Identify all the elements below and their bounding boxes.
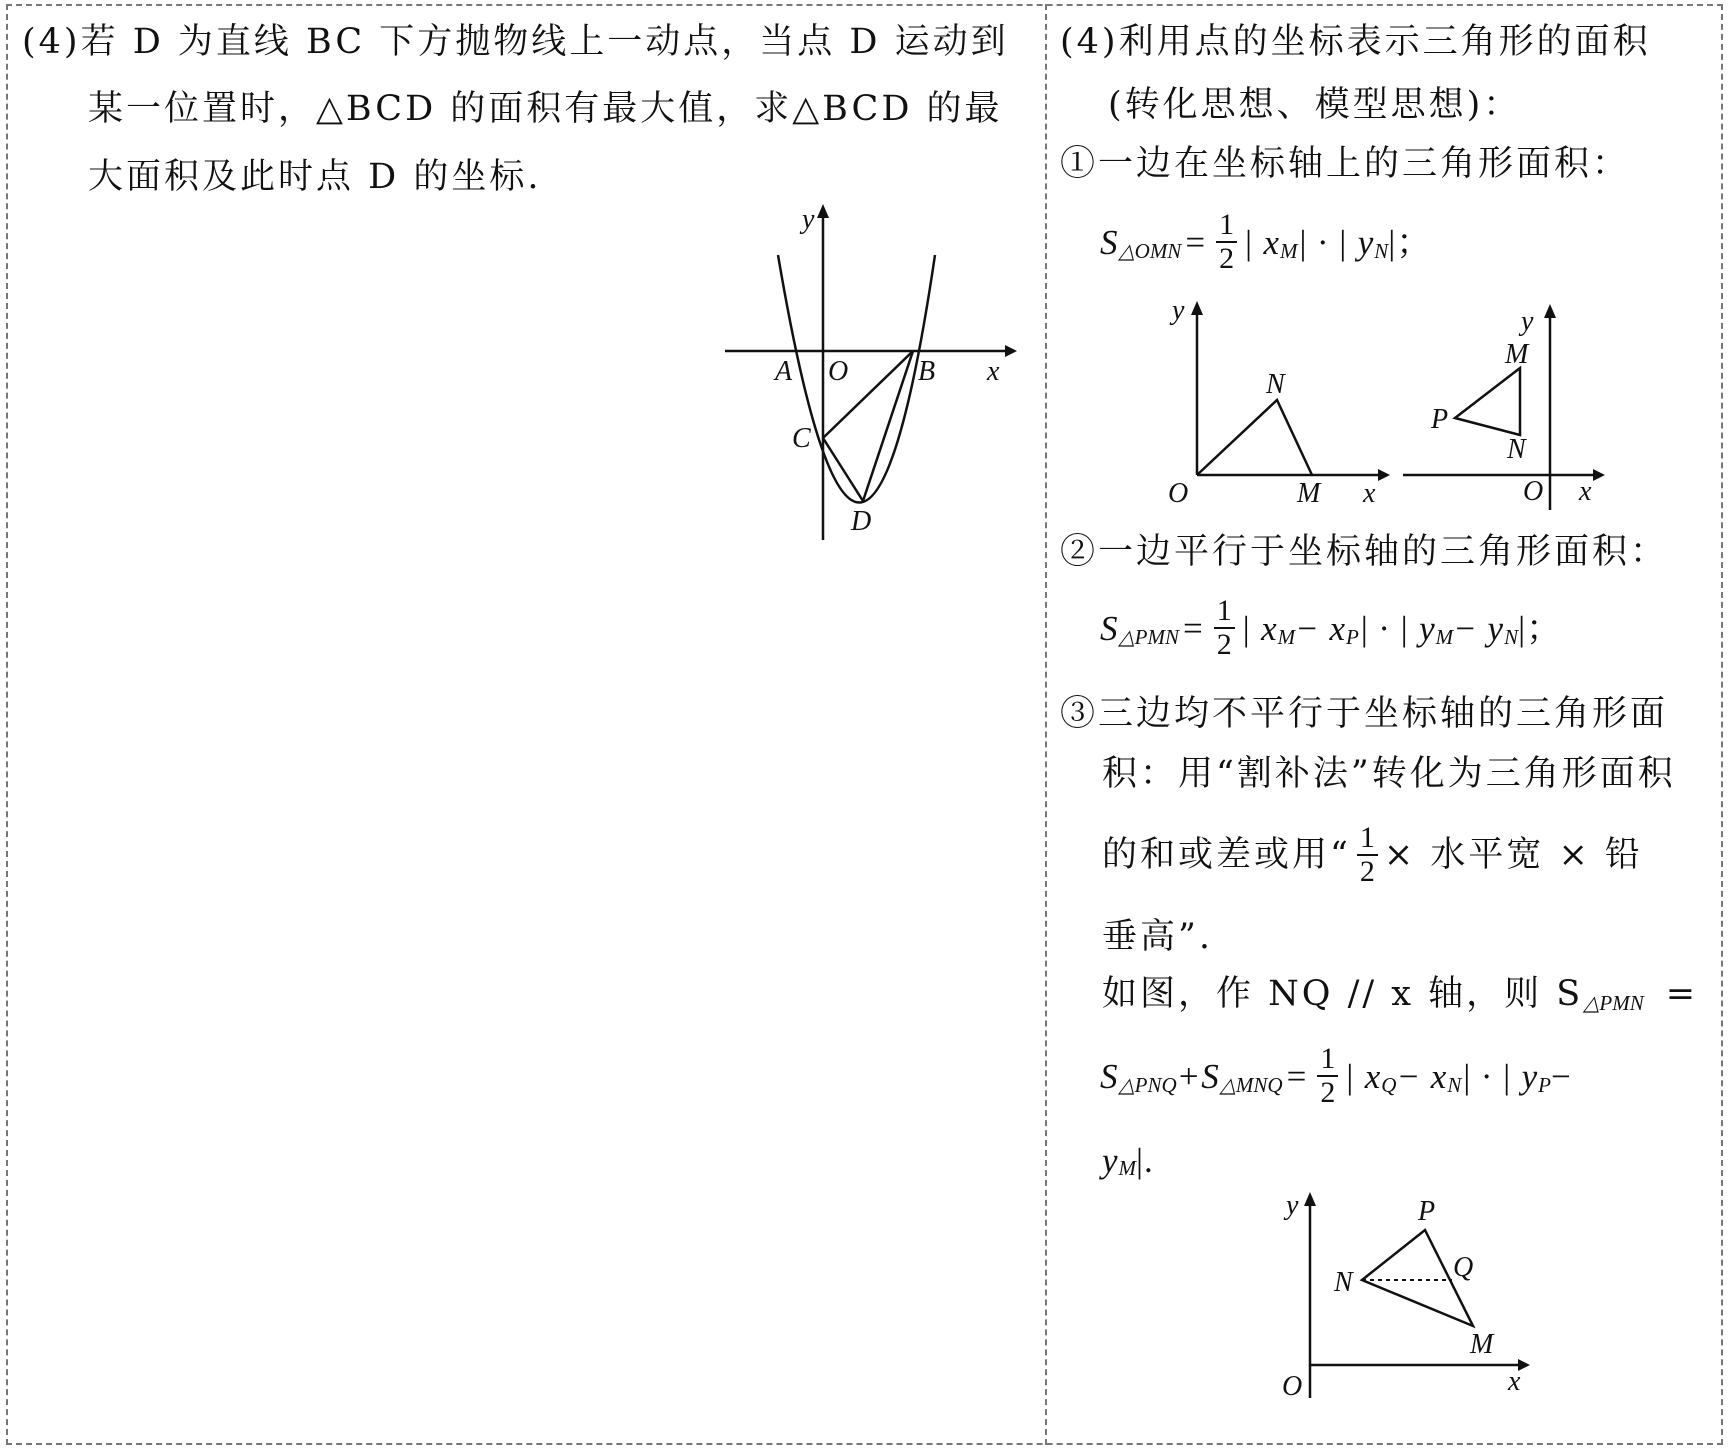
fig2-x-arrow bbox=[1593, 469, 1605, 481]
item3-line-2: 积：用“割补法”转化为三角形面积 bbox=[1102, 754, 1676, 794]
fig1-x-arrow bbox=[1378, 469, 1390, 481]
fig2-label-p: P bbox=[1431, 404, 1449, 435]
item3-line-3: 的和或差或用“ $\frac{1}{2}$ × 水平宽 × 铅 bbox=[1102, 821, 1643, 888]
fig2-label-m: M bbox=[1505, 339, 1529, 370]
fig3-y-arrow bbox=[1304, 1192, 1316, 1206]
column-divider bbox=[1045, 4, 1047, 1445]
label-x: x bbox=[987, 356, 1000, 387]
item2-title: ②一边平行于坐标轴的三角形面积： bbox=[1060, 532, 1669, 572]
figure-triangle-parallel bbox=[1395, 300, 1615, 520]
fraction-half-3: $\frac{1}{2}$ bbox=[1357, 822, 1378, 888]
formula-2: S △PMN = $\frac{1}{2}$ | x M − x P | · | y M − y N |； bbox=[1100, 594, 1563, 661]
figure-triangle-on-axis bbox=[1160, 295, 1400, 515]
fig2-triangle bbox=[1455, 368, 1520, 435]
example-formula: S △PNQ +S △MNQ = $\frac{1}{2}$ | x Q − x N | · | y P − bbox=[1100, 1042, 1572, 1109]
label-d: D bbox=[851, 506, 872, 537]
fig3-label-q: Q bbox=[1453, 1252, 1474, 1283]
method-subheading: (转化思想、模型思想)： bbox=[1108, 85, 1522, 125]
fig2-label-n: N bbox=[1507, 434, 1526, 465]
method-heading: (4)利用点的坐标表示三角形的面积 bbox=[1060, 22, 1651, 62]
fig1-label-o: O bbox=[1168, 478, 1189, 509]
label-b: B bbox=[918, 356, 936, 387]
question-line-2: 某一位置时，△BCD 的面积有最大值，求△BCD 的最 bbox=[88, 89, 1003, 129]
item3-line-1: ③三边均不平行于坐标轴的三角形面 bbox=[1060, 694, 1669, 734]
fraction-half-1: $\frac{1}{2}$ bbox=[1216, 209, 1237, 275]
example-line-3: y M |. bbox=[1102, 1141, 1154, 1180]
label-c: C bbox=[792, 423, 811, 454]
x-axis-arrow bbox=[1005, 345, 1017, 357]
fig3-label-p: P bbox=[1418, 1196, 1436, 1227]
item3-line-4: 垂高”. bbox=[1102, 917, 1214, 957]
example-line-1: 如图，作 NQ // x 轴，则 S △PMN = bbox=[1102, 974, 1699, 1015]
fig3-label-o: O bbox=[1282, 1371, 1303, 1402]
fraction-half-4: $\frac{1}{2}$ bbox=[1317, 1043, 1338, 1109]
label-o: O bbox=[828, 356, 849, 387]
parabola-figure bbox=[720, 200, 1020, 545]
fig1-label-m: M bbox=[1297, 478, 1321, 509]
fig1-label-y: y bbox=[1172, 295, 1185, 326]
label-a: A bbox=[775, 356, 793, 387]
parabola-curve bbox=[778, 255, 935, 503]
figure-cut-fill bbox=[1270, 1188, 1540, 1408]
fig1-label-n: N bbox=[1266, 369, 1285, 400]
fig1-triangle bbox=[1197, 400, 1312, 475]
label-y: y bbox=[802, 204, 815, 235]
fig2-label-y: y bbox=[1521, 306, 1534, 337]
y-axis-arrow bbox=[817, 204, 829, 218]
fig3-label-x: x bbox=[1508, 1366, 1521, 1397]
fig3-label-y: y bbox=[1286, 1190, 1299, 1221]
fig1-y-arrow bbox=[1191, 301, 1203, 315]
fraction-half-2: $\frac{1}{2}$ bbox=[1214, 595, 1235, 661]
fig2-label-x: x bbox=[1579, 476, 1592, 507]
fig3-label-n: N bbox=[1334, 1267, 1353, 1298]
fig2-y-arrow bbox=[1544, 304, 1556, 318]
fig1-label-x: x bbox=[1363, 478, 1376, 509]
formula-1: S △OMN = $\frac{1}{2}$ | x M | · | y N |； bbox=[1100, 208, 1433, 275]
question-line-3: 大面积及此时点 D 的坐标. bbox=[88, 157, 542, 197]
fig3-label-m: M bbox=[1470, 1329, 1494, 1360]
fig2-label-o: O bbox=[1523, 476, 1544, 507]
question-line-1: (4)若 D 为直线 BC 下方抛物线上一动点，当点 D 运动到 bbox=[22, 22, 1009, 62]
item1-title: ①一边在坐标轴上的三角形面积： bbox=[1060, 144, 1631, 184]
